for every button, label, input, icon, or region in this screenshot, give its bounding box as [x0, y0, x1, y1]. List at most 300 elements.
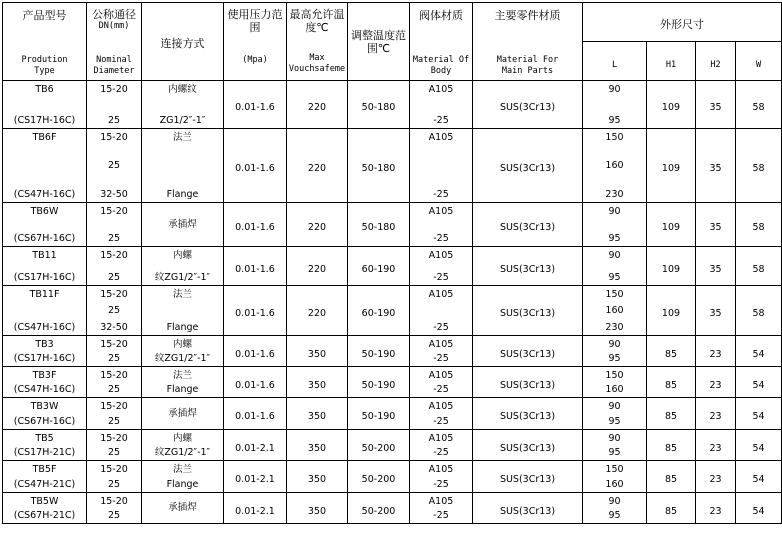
header-body-en1: Material Of	[412, 55, 470, 65]
dim-h2-cell-value: 35	[709, 163, 722, 174]
dim-h2-cell-value: 23	[709, 474, 722, 485]
max-temp-cell	[287, 461, 348, 493]
dim-l-cell-line: 90	[608, 400, 621, 412]
body-cell	[410, 336, 473, 367]
body-cell-line: A105	[428, 338, 454, 350]
max-temp-cell-value: 350	[307, 348, 327, 360]
model-name: TB5	[35, 432, 54, 444]
body-cell-line: A105	[428, 495, 454, 507]
dim-h2-cell-value: 23	[709, 505, 722, 517]
adj-temp-cell-value: 50-200	[361, 442, 396, 454]
pressure-cell	[224, 398, 287, 430]
parts-cell-value: SUS(3Cr13)	[499, 348, 556, 360]
adj-temp-cell	[348, 286, 410, 336]
pressure-cell	[224, 493, 287, 524]
connection-cell-line: 法兰	[172, 463, 192, 475]
model-cell	[3, 367, 87, 398]
model-code: (CS17H-16C)	[13, 114, 76, 126]
adj-temp-cell	[348, 461, 410, 493]
model-name: TB3	[35, 338, 54, 350]
body-cell-line: A105	[428, 288, 454, 300]
dn-cell-line: 15-20	[100, 400, 128, 412]
dim-w-cell	[736, 203, 782, 247]
header-model-zh: 产品型号	[22, 9, 67, 22]
connection-cell-line: 纹ZG1/2″-1″	[154, 352, 211, 364]
connection-cell	[142, 247, 224, 286]
adj-temp-cell-value: 50-200	[361, 505, 396, 517]
adj-temp-cell	[348, 367, 410, 398]
connection-cell-line: 内螺	[172, 432, 192, 444]
dim-w-cell-value: 54	[752, 411, 765, 422]
dim-l-cell-line: 90	[608, 83, 621, 95]
dim-l-cell	[583, 398, 647, 430]
body-cell-line: A105	[428, 131, 454, 143]
model-cell	[3, 398, 87, 430]
dim-l-cell-line: 95	[608, 271, 621, 283]
header-dn-en2: Diameter	[93, 66, 135, 76]
dim-h1-cell-value: 109	[661, 102, 681, 113]
parts-cell	[473, 430, 583, 461]
dim-h2-cell-value: 23	[709, 442, 722, 454]
parts-cell	[473, 247, 583, 286]
dim-w-cell	[736, 430, 782, 461]
model-name: TB5W	[30, 495, 59, 507]
dim-h1-cell	[647, 493, 696, 524]
dn-cell-line: 25	[107, 383, 121, 395]
connection-cell-line: 纹ZG1/2″-1″	[154, 446, 211, 458]
parts-cell-value: SUS(3Cr13)	[499, 474, 556, 485]
dim-l-cell-line: 95	[608, 446, 621, 458]
dim-h2-cell-value: 23	[709, 411, 722, 422]
pressure-cell-value: 0.01-1.6	[235, 163, 275, 174]
dim-l-cell	[583, 461, 647, 493]
header-pressure	[224, 3, 287, 81]
body-cell-line: -25	[433, 446, 449, 458]
adj-temp-cell-value: 50-180	[361, 163, 396, 174]
body-cell-line: -25	[433, 114, 449, 126]
dim-l-cell-line: 150	[605, 463, 624, 475]
dim-h1-cell-value: 109	[661, 222, 681, 233]
header-pressure-en: (Mpa)	[242, 55, 268, 65]
dn-cell-line: 25	[107, 415, 121, 427]
model-cell	[3, 81, 87, 129]
model-code: (CS17H-16C)	[13, 271, 76, 283]
max-temp-cell	[287, 247, 348, 286]
header-max-temp-en2: Vouchsafeme	[288, 64, 346, 74]
model-name: TB3W	[30, 400, 59, 412]
dim-l-cell	[583, 286, 647, 336]
model-code: (CS17H-16C)	[13, 352, 76, 364]
dim-l-cell	[583, 367, 647, 398]
header-parts-en1: Material For	[496, 55, 559, 65]
dim-w-cell	[736, 336, 782, 367]
dim-h1-cell	[647, 81, 696, 129]
adj-temp-cell-value: 50-200	[361, 474, 396, 485]
adj-temp-cell-value: 50-180	[361, 102, 396, 113]
pressure-cell	[224, 203, 287, 247]
dim-w-cell-value: 54	[752, 442, 765, 454]
dn-cell	[87, 286, 142, 336]
dim-l-cell-line: 160	[605, 478, 624, 490]
max-temp-cell	[287, 430, 348, 461]
dn-cell-line: 25	[107, 114, 121, 126]
dim-l-cell-line: 95	[608, 415, 621, 427]
max-temp-cell-value: 220	[307, 222, 327, 233]
dim-h1-cell-value: 85	[664, 348, 678, 360]
dim-h2-cell	[696, 398, 736, 430]
adj-temp-cell	[348, 81, 410, 129]
header-max-temp-zh2: 度℃	[305, 21, 329, 34]
header-body	[410, 3, 473, 81]
table-row	[3, 398, 782, 430]
header-connection	[142, 3, 224, 81]
parts-cell	[473, 367, 583, 398]
dim-l-cell-line: 150	[605, 288, 624, 300]
table-row	[3, 367, 782, 398]
dn-cell-line: 15-20	[100, 288, 128, 300]
dn-cell	[87, 493, 142, 524]
dim-l-cell-line: 90	[608, 432, 621, 444]
adj-temp-cell-value: 50-180	[361, 222, 396, 233]
dim-h2-cell-value: 35	[709, 308, 722, 319]
pressure-cell-value: 0.01-2.1	[235, 474, 275, 485]
parts-cell	[473, 398, 583, 430]
connection-cell-line: 承插焊	[168, 407, 197, 419]
model-name: TB6F	[32, 131, 57, 143]
dim-l-cell-line: 230	[605, 321, 624, 333]
dn-cell-line: 15-20	[100, 131, 128, 143]
header-parts	[473, 3, 583, 81]
body-cell-line: A105	[428, 369, 454, 381]
dn-cell	[87, 430, 142, 461]
pressure-cell-value: 0.01-1.6	[235, 222, 275, 233]
body-cell-line: -25	[433, 383, 449, 395]
connection-cell	[142, 461, 224, 493]
body-cell	[410, 286, 473, 336]
dim-w-cell	[736, 286, 782, 336]
dim-l-cell-line: 150	[605, 131, 624, 143]
dim-l-cell-line: 160	[605, 383, 624, 395]
header-pressure-zh2: 围	[249, 21, 261, 34]
table-row	[3, 430, 782, 461]
dn-cell-line: 15-20	[100, 83, 128, 95]
dim-h2-cell	[696, 203, 736, 247]
header-adj-temp-zh2: 围℃	[366, 41, 391, 55]
dim-h1-cell-value: 85	[664, 411, 678, 422]
connection-cell	[142, 336, 224, 367]
dim-l-cell-line: 95	[608, 352, 621, 364]
max-temp-cell	[287, 336, 348, 367]
connection-cell-line: 法兰	[172, 131, 192, 143]
dim-l-cell	[583, 129, 647, 203]
header-max-temp-en1: Max	[309, 53, 325, 63]
body-cell	[410, 81, 473, 129]
dn-cell-line: 25	[107, 305, 121, 316]
body-cell	[410, 129, 473, 203]
dim-h1-cell	[647, 286, 696, 336]
connection-cell-line: 纹ZG1/2″-1″	[154, 271, 211, 283]
connection-cell-line: 承插焊	[168, 502, 197, 513]
dim-l-cell	[583, 336, 647, 367]
dim-h1-cell-value: 109	[661, 308, 681, 319]
header-adj-temp	[348, 3, 410, 81]
model-name: TB3F	[32, 369, 57, 381]
dn-cell	[87, 398, 142, 430]
body-cell	[410, 493, 473, 524]
dim-w-cell-value: 58	[752, 102, 765, 113]
parts-cell-value: SUS(3Cr13)	[499, 308, 556, 319]
dn-cell	[87, 367, 142, 398]
pressure-cell	[224, 247, 287, 286]
spec-table	[2, 2, 782, 524]
connection-cell	[142, 398, 224, 430]
pressure-cell-value: 0.01-2.1	[235, 505, 275, 517]
max-temp-cell	[287, 203, 348, 247]
body-cell	[410, 247, 473, 286]
model-name: TB6	[35, 83, 54, 95]
adj-temp-cell	[348, 336, 410, 367]
header-max-temp-zh1: 最高允许温	[289, 8, 345, 21]
header-adj-temp-zh1: 调整温度范	[351, 28, 406, 42]
dim-h2-cell	[696, 81, 736, 129]
connection-cell	[142, 286, 224, 336]
parts-cell	[473, 203, 583, 247]
dim-l-cell-line: 95	[608, 114, 621, 126]
dim-h2-cell-value: 35	[709, 102, 722, 113]
dim-l-cell	[583, 493, 647, 524]
header-dims	[583, 3, 782, 42]
dn-cell-line: 25	[107, 446, 121, 458]
dim-w-cell-value: 58	[752, 263, 765, 275]
parts-cell-value: SUS(3Cr13)	[499, 442, 556, 454]
dn-cell-line: 32-50	[100, 321, 128, 333]
dn-cell-line: 25	[107, 232, 121, 244]
dim-h1-cell-value: 85	[664, 442, 678, 454]
parts-cell-value: SUS(3Cr13)	[499, 505, 556, 517]
adj-temp-cell	[348, 430, 410, 461]
connection-cell-line: 法兰	[172, 288, 192, 300]
max-temp-cell	[287, 81, 348, 129]
max-temp-cell	[287, 286, 348, 336]
dim-h1-cell	[647, 247, 696, 286]
model-cell	[3, 203, 87, 247]
model-code: (CS67H-16C)	[13, 415, 76, 427]
dim-h2-cell	[696, 367, 736, 398]
dn-cell-line: 15-20	[100, 432, 128, 444]
pressure-cell	[224, 286, 287, 336]
dim-l-cell-line: 90	[608, 495, 621, 507]
max-temp-cell-value: 220	[307, 308, 327, 319]
header-dn	[87, 3, 142, 81]
dim-h2-cell	[696, 430, 736, 461]
dim-h1-cell-value: 85	[664, 505, 678, 517]
max-temp-cell-value: 350	[307, 411, 327, 422]
header-dim-h2-label: H2	[710, 59, 721, 70]
dn-cell	[87, 336, 142, 367]
max-temp-cell-value: 220	[307, 263, 327, 275]
adj-temp-cell	[348, 203, 410, 247]
connection-cell-line: Flange	[166, 321, 199, 333]
table-row	[3, 203, 782, 247]
dim-h2-cell	[696, 493, 736, 524]
connection-cell	[142, 430, 224, 461]
dim-h1-cell	[647, 430, 696, 461]
connection-cell-line: 内螺纹	[168, 83, 197, 95]
pressure-cell-value: 0.01-1.6	[235, 411, 275, 422]
dn-cell-line: 25	[107, 271, 121, 283]
parts-cell-value: SUS(3Cr13)	[499, 263, 556, 275]
header-connection-zh: 连接方式	[160, 37, 205, 50]
adj-temp-cell-value: 50-190	[361, 348, 396, 360]
dn-cell	[87, 247, 142, 286]
dim-h1-cell	[647, 336, 696, 367]
dim-h1-cell	[647, 398, 696, 430]
pressure-cell	[224, 461, 287, 493]
body-cell-line: -25	[433, 271, 449, 283]
pressure-cell	[224, 129, 287, 203]
dn-cell-line: 15-20	[100, 463, 128, 475]
table-row	[3, 461, 782, 493]
body-cell-line: A105	[428, 400, 454, 412]
table-row	[3, 247, 782, 286]
model-name: TB5F	[32, 463, 57, 475]
dim-w-cell-value: 58	[752, 222, 765, 233]
max-temp-cell-value: 220	[307, 102, 327, 113]
max-temp-cell	[287, 493, 348, 524]
connection-cell-line: Flange	[166, 478, 199, 490]
connection-cell-line: 法兰	[172, 369, 192, 381]
model-cell	[3, 336, 87, 367]
adj-temp-cell-value: 50-190	[361, 379, 396, 391]
dim-h2-cell	[696, 129, 736, 203]
pressure-cell-value: 0.01-1.6	[235, 308, 275, 319]
model-name: TB11	[32, 249, 57, 261]
dim-w-cell-value: 58	[752, 308, 765, 319]
parts-cell	[473, 493, 583, 524]
pressure-cell	[224, 367, 287, 398]
header-dim-l	[583, 42, 647, 81]
max-temp-cell-value: 350	[307, 379, 327, 391]
dn-cell-line: 15-20	[100, 205, 128, 217]
dn-cell-line: 15-20	[100, 369, 128, 381]
header-parts-en2: Main Parts	[501, 66, 554, 76]
header-dims-zh: 外形尺寸	[660, 17, 704, 31]
model-code: (CS47H-16C)	[13, 321, 76, 333]
dim-w-cell	[736, 367, 782, 398]
dim-w-cell-value: 54	[752, 474, 765, 485]
dim-h2-cell	[696, 461, 736, 493]
dn-cell	[87, 129, 142, 203]
parts-cell-value: SUS(3Cr13)	[499, 411, 556, 422]
model-code: (CS47H-21C)	[13, 478, 76, 490]
adj-temp-cell-value: 60-190	[361, 263, 396, 275]
dn-cell-line: 25	[107, 352, 121, 364]
header-dim-h1	[647, 42, 696, 81]
body-cell-line: -25	[433, 188, 449, 200]
connection-cell-line: 内螺	[172, 338, 192, 350]
adj-temp-cell-value: 60-190	[361, 308, 396, 319]
dn-cell-line: 25	[107, 509, 121, 521]
header-dim-h1-label: H1	[665, 59, 677, 70]
header-pressure-zh1: 使用压力范	[227, 8, 283, 21]
parts-cell	[473, 286, 583, 336]
connection-cell	[142, 367, 224, 398]
parts-cell	[473, 129, 583, 203]
header-dim-w-label: W	[755, 59, 762, 70]
header-dn-zh1: 公称通径	[92, 8, 136, 21]
model-cell	[3, 430, 87, 461]
pressure-cell	[224, 430, 287, 461]
dim-l-cell-line: 160	[605, 160, 624, 171]
model-cell	[3, 493, 87, 524]
pressure-cell-value: 0.01-2.1	[235, 442, 275, 454]
adj-temp-cell	[348, 247, 410, 286]
header-body-zh: 阀体材质	[419, 9, 463, 22]
dim-h1-cell	[647, 461, 696, 493]
parts-cell-value: SUS(3Cr13)	[499, 379, 556, 391]
dn-cell-line: 25	[107, 478, 121, 490]
dim-w-cell-value: 54	[752, 348, 765, 360]
pressure-cell	[224, 336, 287, 367]
dim-w-cell-value: 54	[752, 505, 765, 517]
model-cell	[3, 461, 87, 493]
parts-cell-value: SUS(3Cr13)	[499, 102, 556, 113]
connection-cell-line: Flange	[166, 188, 199, 200]
header-model-en2: Type	[34, 66, 55, 76]
connection-cell	[142, 493, 224, 524]
pressure-cell-value: 0.01-1.6	[235, 348, 275, 360]
body-cell-line: -25	[433, 232, 449, 244]
dn-cell	[87, 461, 142, 493]
dim-w-cell-value: 58	[752, 163, 765, 174]
model-cell	[3, 247, 87, 286]
header-dn-en1: Nominal	[96, 55, 132, 65]
dim-l-cell-line: 95	[608, 509, 621, 521]
dim-w-cell	[736, 461, 782, 493]
body-cell-line: -25	[433, 352, 449, 364]
dim-l-cell-line: 160	[605, 305, 624, 316]
adj-temp-cell	[348, 398, 410, 430]
dim-h1-cell-value: 109	[661, 263, 681, 275]
dn-cell-line: 32-50	[100, 188, 128, 200]
dn-cell-line: 15-20	[100, 338, 128, 350]
model-code: (CS67H-16C)	[13, 232, 76, 244]
max-temp-cell	[287, 398, 348, 430]
max-temp-cell-value: 350	[307, 505, 327, 517]
pressure-cell	[224, 81, 287, 129]
body-cell-line: -25	[433, 321, 449, 333]
dim-w-cell	[736, 398, 782, 430]
dim-l-cell	[583, 203, 647, 247]
header-dim-h2	[696, 42, 736, 81]
header-dim-w	[736, 42, 782, 81]
dn-cell-line: 15-20	[100, 495, 128, 507]
max-temp-cell	[287, 367, 348, 398]
dn-cell	[87, 203, 142, 247]
dim-h1-cell	[647, 129, 696, 203]
max-temp-cell-value: 220	[307, 163, 327, 174]
header-max-temp	[287, 3, 348, 81]
header-body-en2: Body	[430, 66, 452, 76]
dim-w-cell	[736, 129, 782, 203]
body-cell	[410, 367, 473, 398]
table-row	[3, 336, 782, 367]
body-cell	[410, 461, 473, 493]
parts-cell	[473, 336, 583, 367]
dn-cell-line: 15-20	[100, 249, 128, 261]
adj-temp-cell	[348, 493, 410, 524]
dim-l-cell	[583, 430, 647, 461]
